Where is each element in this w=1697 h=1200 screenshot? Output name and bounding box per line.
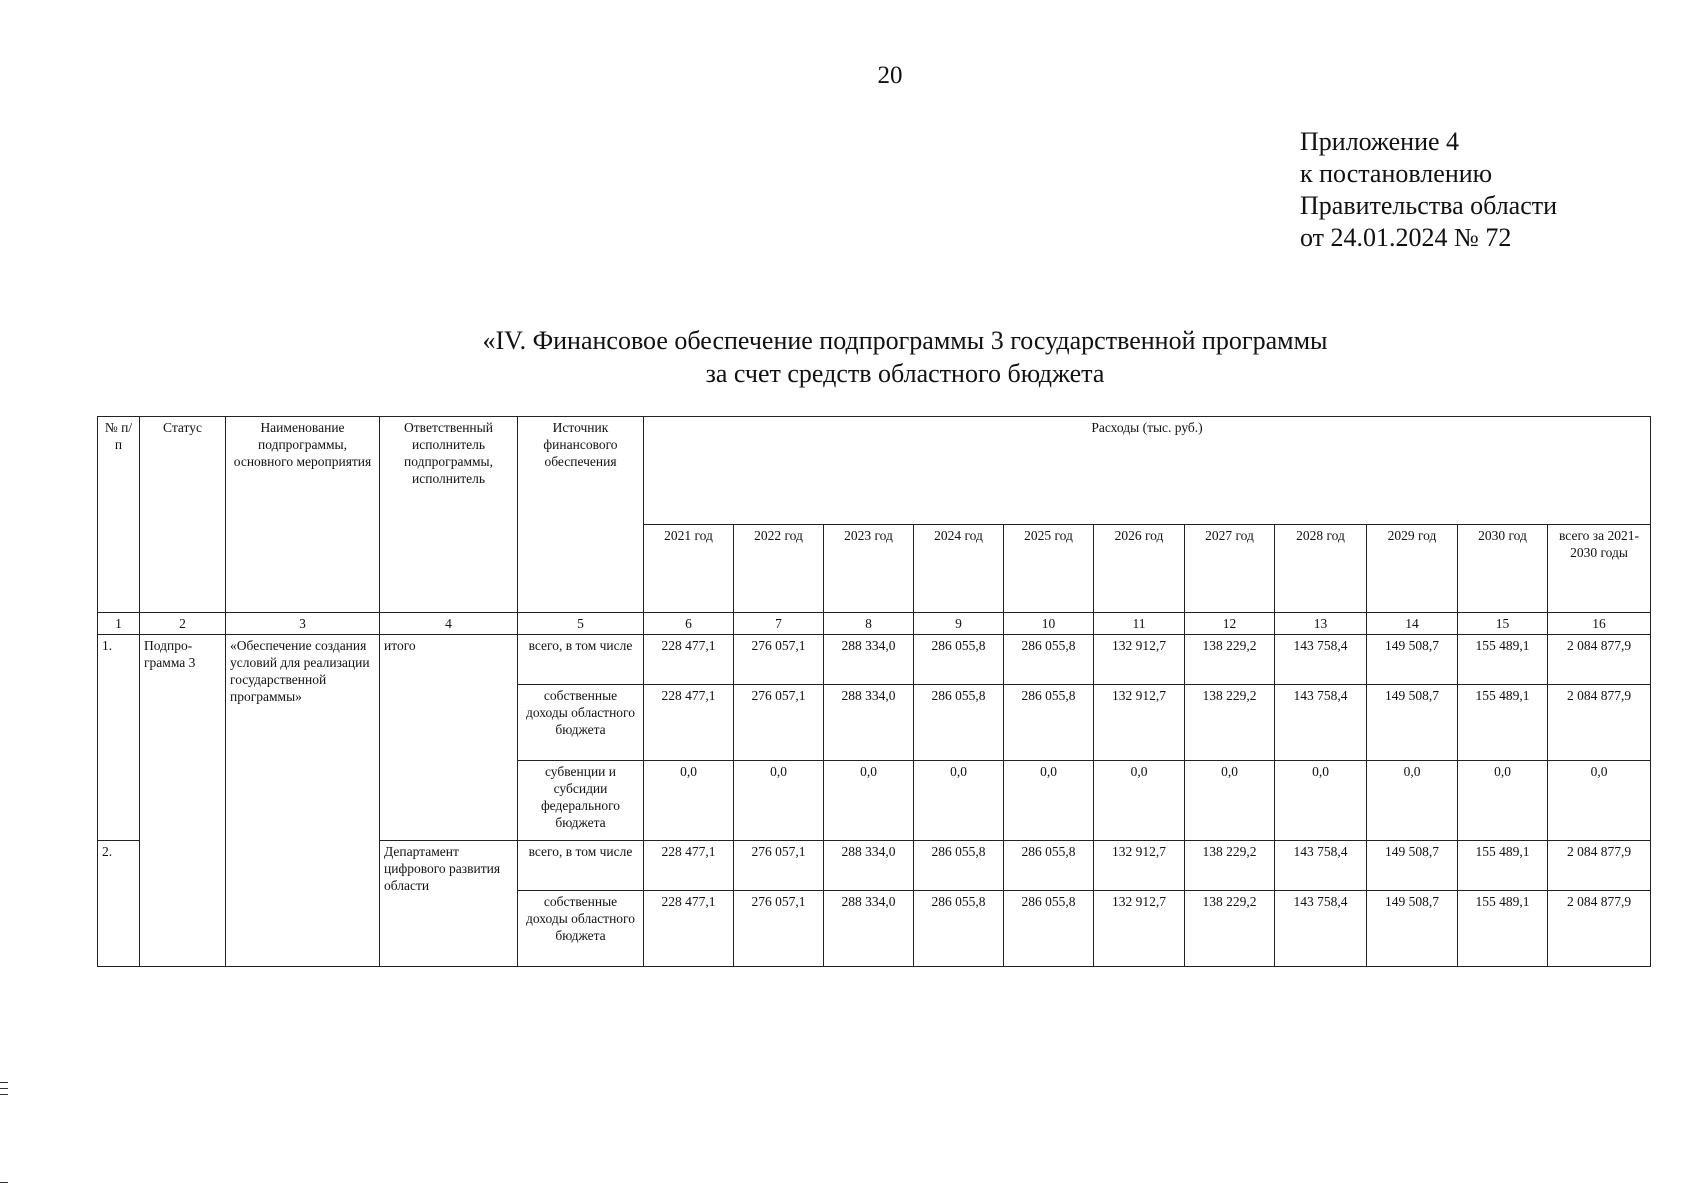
title-line-2: за счет средств областного бюджета xyxy=(705,359,1105,388)
cell-value: 132 912,7 xyxy=(1094,891,1185,967)
appendix-line-4: от 24.01.2024 № 72 xyxy=(1300,223,1512,252)
header-year: 2030 год xyxy=(1458,525,1548,613)
appendix-line-2: к постановлению xyxy=(1300,159,1493,188)
appendix-line-1: Приложение 4 xyxy=(1300,127,1460,156)
cell-value: 2 084 877,9 xyxy=(1548,841,1651,891)
cell-value: 149 508,7 xyxy=(1367,635,1458,685)
row-source: субвенции и субсидии федерального бюджета xyxy=(518,761,644,841)
cell-value: 2 084 877,9 xyxy=(1548,891,1651,967)
header-year: 2021 год xyxy=(644,525,734,613)
cell-value: 155 489,1 xyxy=(1458,841,1548,891)
cell-value: 143 758,4 xyxy=(1275,891,1367,967)
header-status: Статус xyxy=(140,417,226,613)
cell-value: 288 334,0 xyxy=(824,841,914,891)
cell-value: 0,0 xyxy=(1275,761,1367,841)
header-total: всего за 2021-2030 годы xyxy=(1548,525,1651,613)
cell-value: 228 477,1 xyxy=(644,891,734,967)
cell-value: 155 489,1 xyxy=(1458,635,1548,685)
cell-value: 138 229,2 xyxy=(1185,685,1275,761)
cell-value: 0,0 xyxy=(1367,761,1458,841)
header-year: 2028 год xyxy=(1275,525,1367,613)
header-name: Наименование подпрограммы, основного мероприятия xyxy=(226,417,380,613)
cell-value: 143 758,4 xyxy=(1275,841,1367,891)
cell-value: 138 229,2 xyxy=(1185,891,1275,967)
cell-value: 286 055,8 xyxy=(914,635,1004,685)
row-number: 1. xyxy=(98,635,140,841)
header-expenses: Расходы (тыс. руб.) xyxy=(644,417,1651,525)
row-source: всего, в том числе xyxy=(518,635,644,685)
cell-value: 132 912,7 xyxy=(1094,685,1185,761)
cell-value: 288 334,0 xyxy=(824,635,914,685)
column-number: 9 xyxy=(914,613,1004,635)
cell-value: 155 489,1 xyxy=(1458,685,1548,761)
column-number: 15 xyxy=(1458,613,1548,635)
margin-mark xyxy=(0,1088,8,1089)
cell-value: 286 055,8 xyxy=(914,891,1004,967)
cell-value: 276 057,1 xyxy=(734,891,824,967)
column-number: 12 xyxy=(1185,613,1275,635)
header-year: 2023 год xyxy=(824,525,914,613)
cell-value: 286 055,8 xyxy=(1004,635,1094,685)
header-executor: Ответственный исполнитель подпрограммы, исполнитель xyxy=(380,417,518,613)
page-number: 20 xyxy=(877,62,903,89)
margin-mark xyxy=(0,1094,8,1095)
cell-value: 286 055,8 xyxy=(914,841,1004,891)
cell-value: 276 057,1 xyxy=(734,635,824,685)
cell-value: 155 489,1 xyxy=(1458,891,1548,967)
cell-value: 286 055,8 xyxy=(1004,685,1094,761)
cell-value: 2 084 877,9 xyxy=(1548,635,1651,685)
header-year: 2025 год xyxy=(1004,525,1094,613)
header-source: Источник финансового обеспечения xyxy=(518,417,644,613)
cell-value: 0,0 xyxy=(1458,761,1548,841)
cell-value: 0,0 xyxy=(644,761,734,841)
cell-value: 149 508,7 xyxy=(1367,685,1458,761)
cell-value: 286 055,8 xyxy=(1004,891,1094,967)
cell-value: 138 229,2 xyxy=(1185,635,1275,685)
cell-value: 143 758,4 xyxy=(1275,685,1367,761)
cell-value: 2 084 877,9 xyxy=(1548,685,1651,761)
cell-value: 0,0 xyxy=(824,761,914,841)
column-number: 10 xyxy=(1004,613,1094,635)
cell-value: 286 055,8 xyxy=(1004,841,1094,891)
column-numbers-row xyxy=(98,613,1651,635)
cell-value: 0,0 xyxy=(1004,761,1094,841)
cell-value: 0,0 xyxy=(1548,761,1651,841)
margin-mark xyxy=(0,1082,8,1083)
cell-value: 149 508,7 xyxy=(1367,891,1458,967)
header-year: 2029 год xyxy=(1367,525,1458,613)
title-line-1: «IV. Финансовое обеспечение подпрограммы 3 государственной программы xyxy=(482,326,1328,355)
cell-value: 0,0 xyxy=(734,761,824,841)
row-source: собственные доходы областного бюджета xyxy=(518,685,644,761)
row-program-name: «Обеспечение создания условий для реализации государственной программы» xyxy=(226,635,380,967)
column-number: 16 xyxy=(1548,613,1651,635)
cell-value: 143 758,4 xyxy=(1275,635,1367,685)
header-year: 2027 год xyxy=(1185,525,1275,613)
column-number: 6 xyxy=(644,613,734,635)
cell-value: 276 057,1 xyxy=(734,841,824,891)
column-number: 8 xyxy=(824,613,914,635)
cell-value: 149 508,7 xyxy=(1367,841,1458,891)
row-source: собственные доходы областного бюджета xyxy=(518,891,644,967)
header-year: 2024 год xyxy=(914,525,1004,613)
row-number: 2. xyxy=(98,841,140,967)
budget-table xyxy=(97,416,1651,967)
cell-value: 132 912,7 xyxy=(1094,635,1185,685)
document-title xyxy=(340,324,1470,390)
header-row xyxy=(98,417,1651,525)
cell-value: 138 229,2 xyxy=(1185,841,1275,891)
header-year: 2026 год xyxy=(1094,525,1185,613)
column-number: 7 xyxy=(734,613,824,635)
cell-value: 288 334,0 xyxy=(824,891,914,967)
column-number: 3 xyxy=(226,613,380,635)
cell-value: 288 334,0 xyxy=(824,685,914,761)
cell-value: 228 477,1 xyxy=(644,635,734,685)
row-executor: итого xyxy=(380,635,518,841)
column-number: 14 xyxy=(1367,613,1458,635)
column-number: 5 xyxy=(518,613,644,635)
row-source: всего, в том числе xyxy=(518,841,644,891)
cell-value: 276 057,1 xyxy=(734,685,824,761)
column-number: 4 xyxy=(380,613,518,635)
cell-value: 132 912,7 xyxy=(1094,841,1185,891)
column-number: 11 xyxy=(1094,613,1185,635)
cell-value: 0,0 xyxy=(1094,761,1185,841)
table-row xyxy=(98,635,1651,685)
column-number: 13 xyxy=(1275,613,1367,635)
appendix-block xyxy=(1300,126,1557,254)
cell-value: 228 477,1 xyxy=(644,841,734,891)
cell-value: 286 055,8 xyxy=(914,685,1004,761)
row-status: Подпро-грамма 3 xyxy=(140,635,226,967)
cell-value: 0,0 xyxy=(914,761,1004,841)
column-number: 1 xyxy=(98,613,140,635)
header-year: 2022 год xyxy=(734,525,824,613)
appendix-line-3: Правительства области xyxy=(1300,191,1558,220)
row-executor: Департамент цифрового развития области xyxy=(380,841,518,967)
margin-mark xyxy=(0,1182,8,1183)
cell-value: 228 477,1 xyxy=(644,685,734,761)
header-num: № п/ п xyxy=(98,417,140,613)
column-number: 2 xyxy=(140,613,226,635)
cell-value: 0,0 xyxy=(1185,761,1275,841)
